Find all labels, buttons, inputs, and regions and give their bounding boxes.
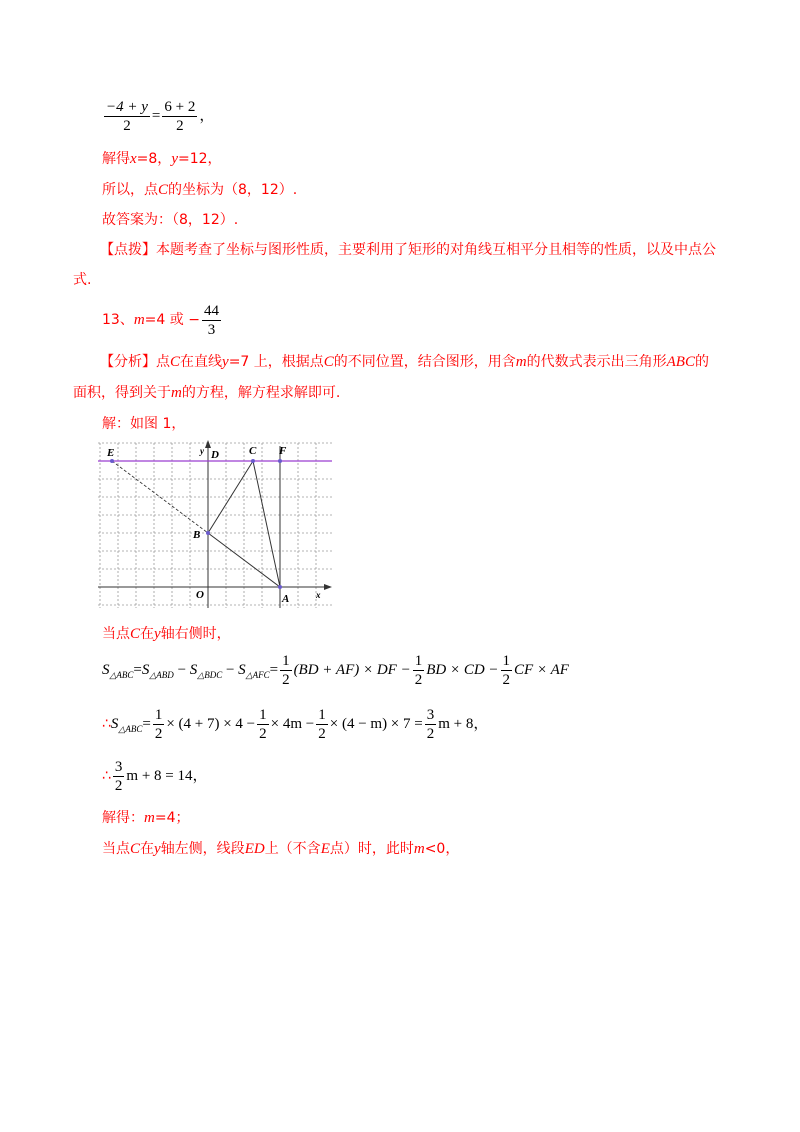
grid: [98, 443, 332, 608]
label-b: B: [193, 529, 201, 541]
point-c: [251, 459, 255, 463]
area-formula: S △ABC = S △ABD − S △BDC − S △AFC = $\frac{1}{2}$ (BD + AF) × DF − $\frac{1}{2}$ BD × CD − $\frac{1}{2}$ CF × AF: [102, 652, 569, 688]
area-computation: ∴ S △ABC = $\frac{1}{2}$ × (4 + 7) × 4 − $\frac{1}{2}$ × 4m − $\frac{1}{2}$ × (4 − m) × 7 = $\frac{3}{2}$ m + 8 ，: [102, 706, 489, 742]
y-axis-arrow: [205, 440, 211, 448]
midpoint-equation: $\frac{-4 + y}{2}$ = $\frac{6 + 2}{2}$ ，: [106, 98, 215, 134]
point-e: [110, 459, 114, 463]
analysis-line2: 面积，得到关于m的方程，解方程求解即可.: [73, 385, 341, 401]
fraction-left: $\frac{-4 + y}{2}$: [106, 98, 148, 134]
label-a: A: [282, 593, 290, 605]
tip-paragraph-line2: 式.: [73, 272, 92, 288]
case-left-side: 当点C在y轴左侧，线段ED上（不含E点）时，此时m<0，: [102, 841, 460, 857]
label-x: x: [316, 590, 321, 600]
question-13-answer: 13、 m =4 或 − $\frac{44}{3}$: [102, 302, 219, 338]
label-d: D: [211, 449, 219, 461]
coordinate-conclusion: 所以，点C的坐标为（8，12）.: [102, 182, 298, 198]
point-b: [206, 531, 210, 535]
solution-result: 解得x=8，y=12，: [102, 151, 222, 167]
x-axis-arrow: [324, 584, 332, 590]
label-e: E: [107, 447, 115, 459]
label-y: y: [200, 446, 204, 456]
solution-m-equals-4: 解得：m=4；: [102, 810, 190, 826]
fraction-right: $\frac{6 + 2}{2}$: [164, 98, 196, 134]
label-c: C: [249, 445, 257, 457]
equation-14: ∴ $\frac{3}{2}$ m + 8 = 14 ，: [102, 758, 208, 794]
analysis-line1: 【分析】点C在直线y=7 上，根据点C的不同位置，结合图形，用含m的代数式表示出三角形ABC的: [100, 354, 709, 370]
solution-intro: 解：如图 1，: [102, 416, 186, 432]
answer-line: 故答案为：（8，12）.: [102, 212, 239, 228]
label-o: O: [196, 589, 204, 601]
point-f: [278, 459, 282, 463]
case-right-side: 当点C在y轴右侧时，: [102, 626, 231, 642]
point-a: [278, 585, 282, 589]
tip-paragraph-line1: 【点拨】本题考查了坐标与图形性质，主要利用了矩形的对角线互相平分且相等的性质，以及中点公: [100, 242, 716, 258]
fraction-44-3: $\frac{44}{3}$: [203, 302, 219, 338]
figure-1-grid: [98, 438, 334, 610]
label-f: F: [279, 445, 287, 457]
